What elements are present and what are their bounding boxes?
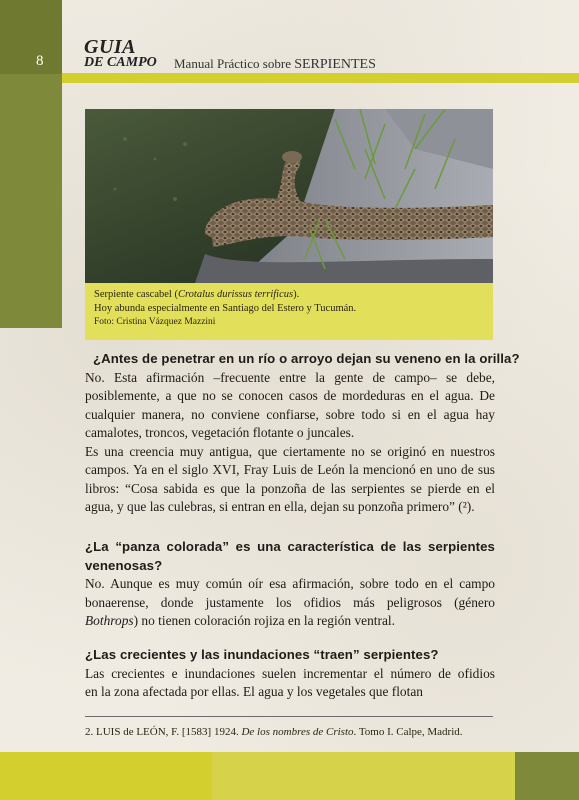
section-1-line-1: No. Esta afirmación –frecuente entre la gente de campo– se debe,	[85, 369, 495, 385]
section-3-line-1: Las crecientes e inundaciones suelen incrementar el número de ofidios	[85, 665, 495, 681]
section-3	[85, 646, 495, 702]
section-1-line-2: posiblemente, a que no se conocen casos de mordeduras en el agua. De	[85, 388, 495, 403]
section-1-line-7: libros: “Cosa sabida es que la ponzoña de las serpientes se pierde en el	[85, 480, 495, 496]
caption-line-1	[94, 289, 299, 300]
section-1-line-6: campos. Ya en el siglo XVI, Fray Luis de León la mencionó en uno de sus	[85, 462, 495, 477]
section-2-line-1: No. Aunque es muy común oír esa afirmación, sobre todo en el campo	[85, 576, 495, 591]
section-2-question-line-2: venenosas?	[85, 557, 163, 573]
caption-line-2: Hoy abunda especialmente en Santiago del Estero y Tucumán.	[94, 303, 357, 314]
footnote-divider	[85, 716, 493, 717]
section-2-question-line-1: ¿La “panza colorada” es una característica de las serpientes	[85, 539, 495, 554]
footnote-prefix: 2. LUIS de LEÓN, F. [1583] 1924.	[85, 726, 242, 738]
bottom-band-right	[515, 752, 579, 800]
header-color-bar	[62, 73, 579, 83]
subtitle-prefix: Manual Práctico sobre	[174, 56, 295, 71]
running-header-subtitle	[174, 56, 376, 73]
genus-bothrops: Bothrops	[85, 613, 134, 628]
bottom-band-left	[0, 752, 212, 800]
rattlesnake-image	[85, 109, 493, 283]
subtitle-caps: SERPIENTES	[294, 57, 376, 72]
section-1-line-3: cualquier manera, no conviene confiarse, sobre todo si en el agua hay	[85, 406, 495, 422]
bottom-band-middle	[212, 752, 515, 800]
snake-photo	[85, 109, 493, 283]
section-2-line-3-rest: ) no tienen coloración rojiza en la región ventral.	[133, 613, 395, 628]
title-guia: GUIA	[84, 36, 137, 58]
caption-species: Crotalus durissus terrificus	[177, 289, 294, 300]
section-1-line-8: agua, y que las culebras, si entran en ella, dejan su ponzoña primero” (²).	[85, 499, 475, 514]
title-de-campo: DE CAMPO	[84, 55, 157, 70]
caption-prefix: Serpiente cascabel (	[94, 289, 178, 300]
footnote-suffix: . Tomo I. Calpe, Madrid.	[353, 726, 463, 738]
section-3-line-2: en la zona afectada por ellas. El agua y los vegetales que flotan	[85, 684, 423, 699]
footnote-title: De los nombres de Cristo	[241, 726, 354, 738]
section-1-line-4: camalotes, troncos, vegetación flotante o juncales.	[85, 425, 355, 440]
page-number: 8	[36, 53, 44, 69]
section-3-question: ¿Las crecientes y las inundaciones “traen” serpientes?	[85, 647, 439, 662]
section-2-line-3	[85, 612, 495, 631]
caption-suffix: ).	[293, 289, 300, 300]
left-color-band-top	[0, 0, 62, 74]
photo-credit: Foto: Cristina Vázquez Mazzini	[94, 317, 216, 327]
footnote	[85, 726, 463, 738]
section-1-question: ¿Antes de penetrar en un río o arroyo dejan su veneno en la orilla?	[93, 351, 520, 366]
section-2	[85, 538, 495, 631]
section-1-line-5: Es una creencia muy antigua, que ciertamente no se originó en nuestros	[85, 443, 495, 459]
section-2-line-2: bonaerense, donde justamente los ofidios más peligrosos (género	[85, 594, 495, 610]
section-1	[85, 350, 520, 517]
